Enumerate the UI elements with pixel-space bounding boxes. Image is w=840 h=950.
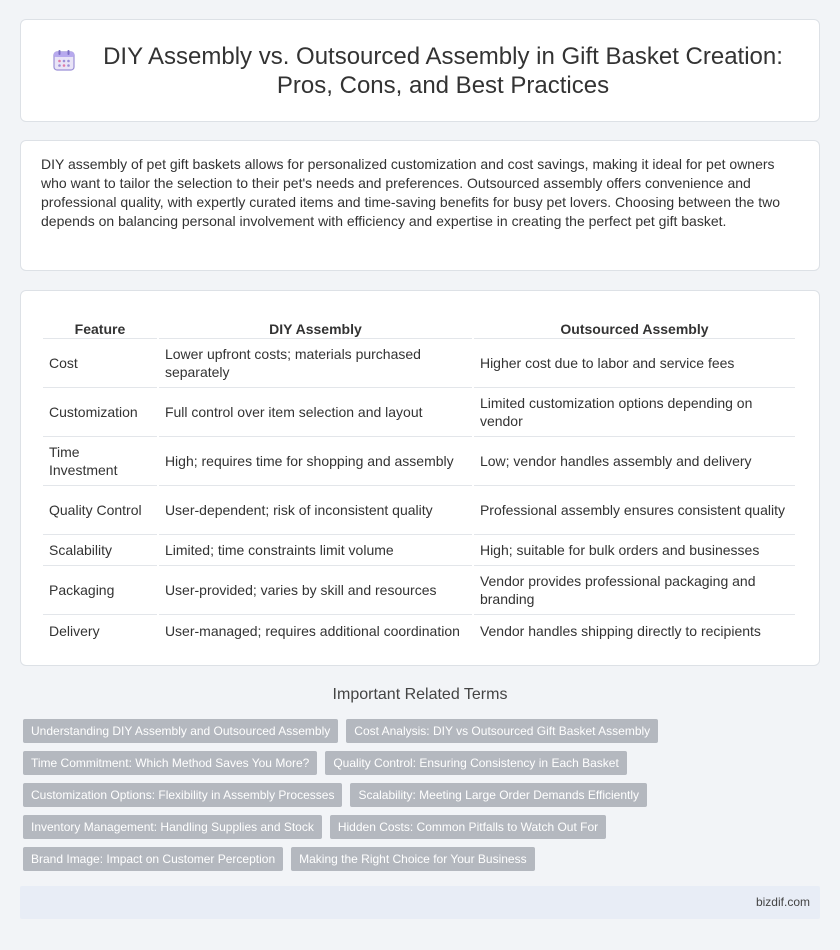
comparison-table-card — [20, 290, 820, 666]
intro-paragraph: DIY assembly of pet gift baskets allows for personalized customization and cost savings, making it ideal for pet owners who want to tailor the selection to their pet's needs and preferences. Outsourced assembly offers convenience and professional quality, with expertly curated items and time-saving benefits for busy pet lovers. Choosing between the two depends on balancing personal involvement with efficiency and expertise in creating the perfect pet gift basket. — [41, 156, 781, 229]
cell-outsourced: Limited customization options depending on vendor — [474, 388, 795, 437]
tag-row — [23, 847, 823, 871]
related-tag[interactable]: Cost Analysis: DIY vs Outsourced Gift Basket Assembly — [346, 719, 658, 743]
related-tag[interactable]: Customization Options: Flexibility in Assembly Processes — [23, 783, 342, 807]
tag-row — [23, 751, 823, 775]
cell-outsourced: Professional assembly ensures consistent quality — [474, 486, 795, 535]
cell-diy: User-managed; requires additional coordination — [164, 622, 460, 639]
table-row — [43, 615, 795, 646]
footer — [20, 886, 820, 919]
cell-diy: High; requires time for shopping and assembly — [159, 437, 472, 486]
related-tag[interactable]: Understanding DIY Assembly and Outsourced Assembly — [23, 719, 338, 743]
calendar-icon — [52, 48, 76, 72]
related-tag[interactable]: Inventory Management: Handling Supplies and Stock — [23, 815, 322, 839]
related-tag[interactable]: Brand Image: Impact on Customer Perception — [23, 847, 283, 871]
related-tag[interactable]: Time Commitment: Which Method Saves You More? — [23, 751, 317, 775]
cell-outsourced: High; suitable for bulk orders and businesses — [474, 535, 795, 566]
header-feature: Feature — [43, 314, 157, 339]
cell-feature: Delivery — [49, 622, 100, 639]
table-row — [43, 486, 795, 535]
related-tag[interactable]: Making the Right Choice for Your Business — [291, 847, 534, 871]
table-row — [43, 339, 795, 388]
related-terms-title: Important Related Terms — [332, 686, 508, 703]
footer-site-link[interactable]: bizdif.com — [755, 895, 810, 909]
comparison-table — [41, 314, 797, 646]
header-card — [20, 19, 820, 122]
cell-diy: User-dependent; risk of inconsistent quality — [159, 486, 472, 535]
cell-feature: Quality Control — [43, 486, 157, 535]
cell-outsourced: Higher cost due to labor and service fees — [474, 339, 795, 388]
cell-diy: Lower upfront costs; materials purchased separately — [159, 339, 472, 388]
related-tag[interactable]: Hidden Costs: Common Pitfalls to Watch Out For — [330, 815, 606, 839]
table-row — [43, 566, 795, 615]
cell-diy: User-provided; varies by skill and resources — [159, 566, 472, 615]
related-terms-tags — [23, 719, 823, 879]
cell-diy: Full control over item selection and layout — [159, 388, 472, 437]
intro-card — [20, 140, 820, 271]
cell-diy: Limited; time constraints limit volume — [159, 535, 472, 566]
table-header-row — [43, 314, 795, 339]
cell-outsourced: Low; vendor handles assembly and delivery — [474, 437, 795, 486]
cell-outsourced: Vendor handles shipping directly to recipients — [479, 622, 761, 639]
cell-feature: Cost — [43, 339, 157, 388]
header-diy: DIY Assembly — [159, 314, 472, 339]
header-outsourced: Outsourced Assembly — [474, 314, 795, 339]
tag-row — [23, 783, 823, 807]
title-wrap — [52, 42, 788, 100]
tag-row — [23, 719, 823, 743]
cell-feature: Time Investment — [43, 437, 157, 486]
page-title: DIY Assembly vs. Outsourced Assembly in Gift Basket Creation: Pros, Cons, and Best Practices — [103, 42, 783, 99]
cell-feature: Scalability — [43, 535, 157, 566]
table-row — [43, 535, 795, 566]
cell-feature: Customization — [43, 388, 157, 437]
related-tag[interactable]: Quality Control: Ensuring Consistency in Each Basket — [325, 751, 626, 775]
table-row — [43, 437, 795, 486]
related-tag[interactable]: Scalability: Meeting Large Order Demands Efficiently — [350, 783, 647, 807]
cell-feature: Packaging — [43, 566, 157, 615]
table-row — [43, 388, 795, 437]
tag-row — [23, 815, 823, 839]
cell-outsourced: Vendor provides professional packaging and branding — [474, 566, 795, 615]
